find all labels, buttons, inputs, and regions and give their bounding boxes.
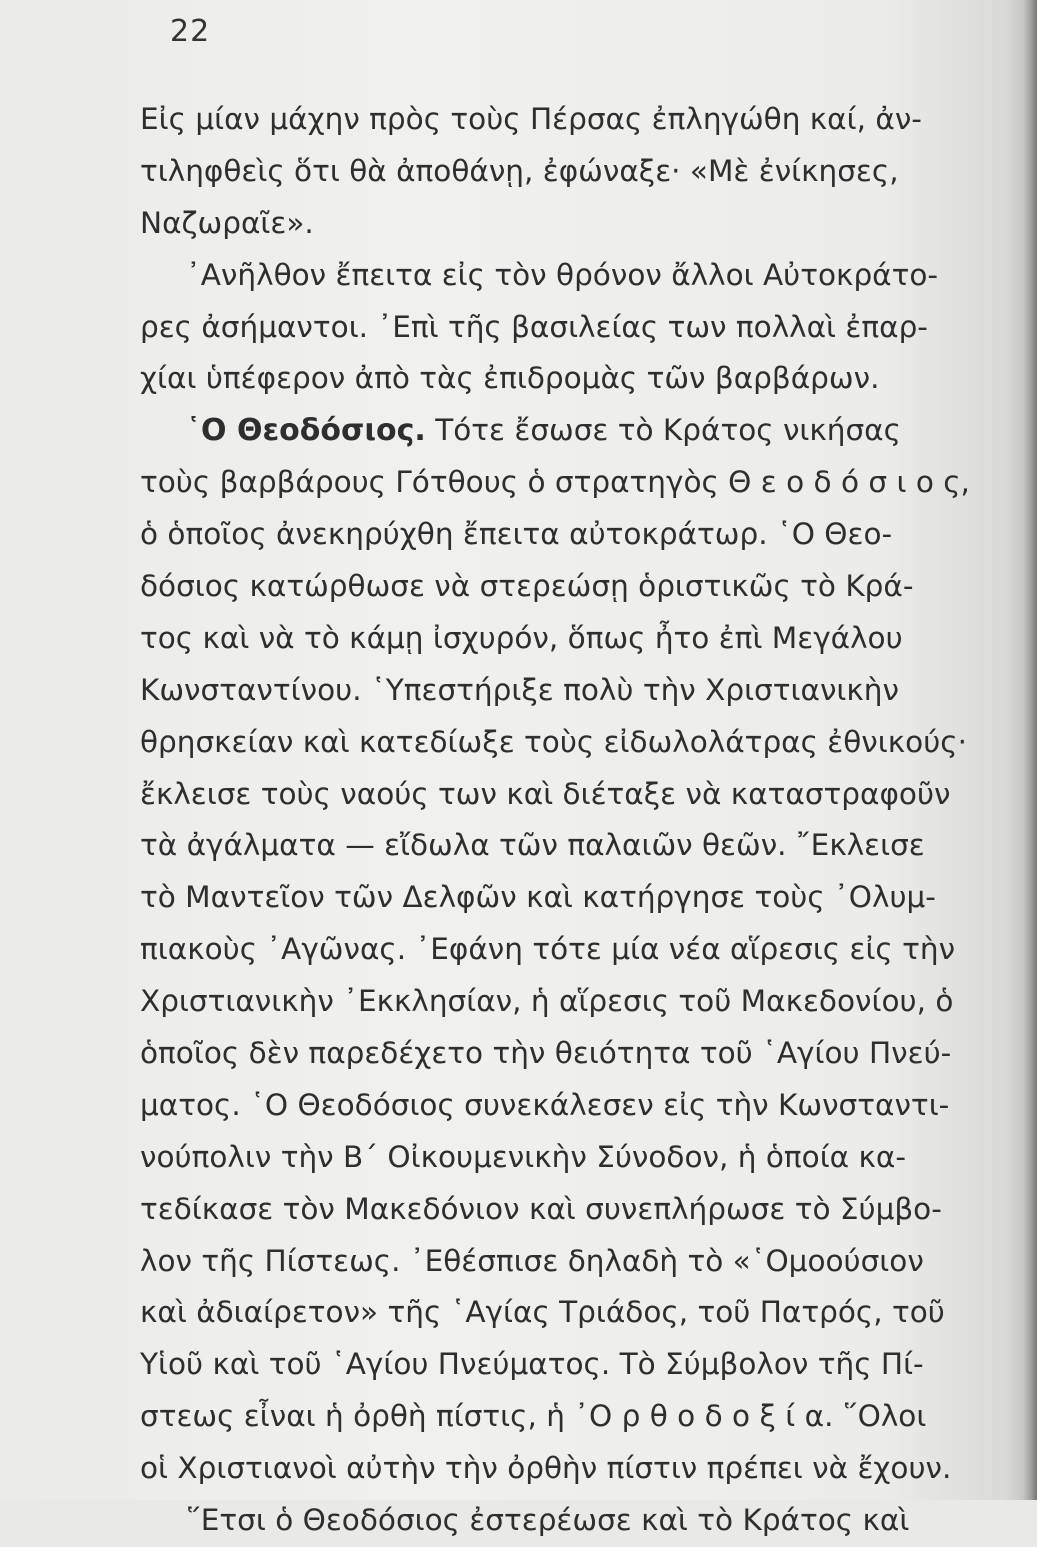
text-line: Τότε ἔσωσε τὸ Κράτος νικήσας [435,413,901,448]
text-line: ματος. ῾Ο Θεοδόσιος συνεκάλεσεν εἰς τὴν Κωνσταντι- [140,1087,950,1122]
text-line: τοὺς βαρβάρους Γότθους ὁ στρατηγὸς Θ ε ο δ ό σ ι ο ς, [140,465,970,500]
text-line: ὁποῖος δὲν παρεδέχετο τὴν θειότητα τοῦ ῾Αγίου Πνεύ- [140,1036,952,1071]
text-line: χίαι ὑπέφερον ἀπὸ τὰς ἐπιδρομὰς τῶν βαρβάρων. [140,361,880,396]
text-line: ᾿Ανῆλθον ἔπειτα εἰς τὸν θρόνον ἄλλοι Αὐτοκράτο- [186,257,939,292]
section-heading: ῾Ο Θεοδόσιος. [186,413,426,449]
text-line: νούπολιν τὴν Β΄ Οἰκουμενικὴν Σύνοδον, ἡ ὁποία κα- [140,1139,906,1174]
text-line: Χριστιανικὴν ᾿Εκκλησίαν, ἡ αἵρεσις τοῦ Μακεδονίου, ὁ [140,984,954,1019]
text-line: ρες ἀσήμαντοι. ᾿Επὶ τῆς βασιλείας των πολλαὶ ἐπαρ- [140,309,928,344]
paragraph-heading-line [140,405,1020,457]
text-line: οἱ Χριστιανοὶ αὐτὴν τὴν ὀρθὴν πίστιν πρέπει νὰ ἔχουν. [140,1451,952,1486]
text-line: Ναζωραῖε». [140,205,314,240]
text-line: ἔκλεισε τοὺς ναούς των καὶ διέταξε νὰ καταστραφοῦν [140,776,951,811]
page-number: 22 [170,14,211,49]
text-line: λον τῆς Πίστεως. ᾿Εθέσπισε δηλαδὴ τὸ «῾Ομοούσιον [140,1243,924,1278]
text-line: Εἰς μίαν μάχην πρὸς τοὺς Πέρσας ἐπληγώθη καί, ἀν- [140,102,922,136]
text-line: θρησκείαν καὶ κατεδίωξε τοὺς εἰδωλολάτρας ἐθνικούς· [140,724,967,759]
text-line: τὸ Μαντεῖον τῶν Δελφῶν καὶ κατήργησε τοὺς ᾿Ολυμ- [140,880,936,915]
text-line: τὰ ἀγάλματα — εἴδωλα τῶν παλαιῶν θεῶν. ῎Εκλεισε [140,828,925,863]
text-line: δόσιος κατώρθωσε νὰ στερεώσῃ ὁριστικῶς τὸ Κρά- [140,569,914,604]
text-line: τος καὶ νὰ τὸ κάμῃ ἰσχυρόν, ὅπως ἦτο ἐπὶ Μεγάλου [140,620,903,655]
text-line: Κωνσταντίνου. ῾Υπεστήριξε πολὺ τὴν Χριστιανικὴν [140,672,899,707]
text-line: τεδίκασε τὸν Μακεδόνιον καὶ συνεπλήρωσε τὸ Σύμβο- [140,1191,942,1226]
text-line: καὶ ἀδιαίρετον» τῆς ῾Αγίας Τριάδος, τοῦ Πατρός, τοῦ [140,1295,945,1330]
text-line: ῞Ετσι ὁ Θεοδόσιος ἐστερέωσε καὶ τὸ Κράτος καὶ [186,1503,910,1538]
text-line: πιακοὺς ᾿Αγῶνας. ᾿Εφάνη τότε μία νέα αἵρεσις εἰς τὴν [140,932,956,967]
text-line: τιληφθεὶς ὅτι θὰ ἀποθάνῃ, ἐφώναξε· «Μὲ ἐνίκησες, [140,153,899,188]
text-line: Υἱοῦ καὶ τοῦ ῾Αγίου Πνεύματος. Τὸ Σύμβολον τῆς Πί- [140,1347,924,1382]
body-text [140,94,1020,1547]
page-edge-shadow [1023,0,1037,1500]
text-line: ὁ ὁποῖος ἀνεκηρύχθη ἔπειτα αὐτοκράτωρ. ῾Ο Θεο- [140,517,893,552]
text-line: στεως εἶναι ἡ ὀρθὴ πίστις, ἡ ᾿Ο ρ θ ο δ ο ξ ί α. ῞Ολοι [140,1399,927,1434]
